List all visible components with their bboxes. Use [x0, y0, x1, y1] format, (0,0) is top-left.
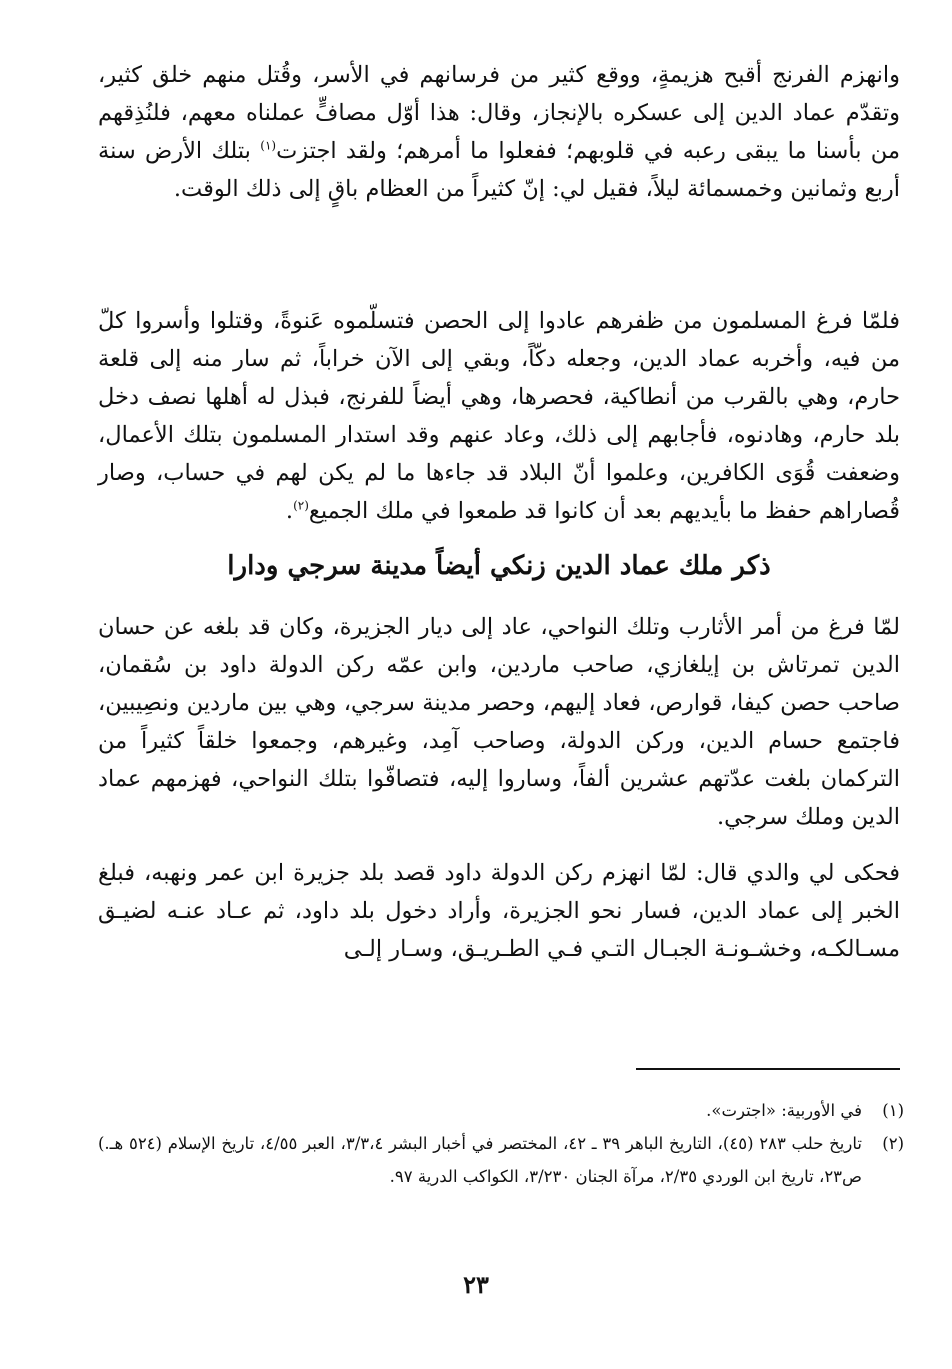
paragraph-1-text: وانهزم الفرنج أقبح هزيمةٍ، ووقع كثير من فرسانهم في الأسر، وقُتل منهم خلق كثير، وتقدّم عماد الدين إلى عسكره بالإنجاز، وقال: هذا أوّل مصافٍّ عملناه معهم، فلنُذِقهم من بأسنا ما يبقى رعبه في قلوبهم؛ ففعلوا ما أمرهم؛ ولقد اجتزت [98, 62, 900, 164]
paragraph-2 [98, 302, 900, 530]
paragraph-1 [98, 56, 900, 284]
footnote-1 [98, 1094, 904, 1127]
section-heading: ذكر ملك عماد الدين زنكي أيضاً مدينة سرجي ودارا [227, 551, 771, 581]
paragraph-3: لمّا فرغ من أمر الأثارب وتلك النواحي، عاد إلى ديار الجزيرة، وكان قد بلغه عن حسان الدين تمرتاش بن إيلغازي، صاحب ماردين، وابن عمّه ركن الدولة داود بن سُقمان، صاحب حصن كيفا، قوارص، فعاد إليهم، وحصر مدينة سرجي، وهي بين ماردين ونصِيبين، فاجتمع حسام الدين، وركن الدولة، وصاحب آمِد، وغيرهم، وجمعوا خلقاً كثيراً من التركمان بلغت عدّتهم عشرين ألفاً، وساروا إليه، فتصافّوا بتلك النواحي، فهزمهم عماد الدين وملك سرجي. [98, 614, 900, 830]
page-number: ٢٣ [463, 1270, 489, 1299]
footnote-1-number: (١) [882, 1101, 904, 1120]
footnote-1-text: في الأوربية: «اجترت». [706, 1101, 862, 1120]
paragraph-4: فحكى لي والدي قال: لمّا انهزم ركن الدولة داود قصد بلد جزيرة ابن عمر ونهبه، فبلغ الخبر إلى عماد الدين، فسار نحو الجزيرة، وأراد دخول بلد داود، ثم عـاد عنـه لضيـق مسـالكـه، وخشـونـة الجبـال التـي فـي الطـريـق، وسـار إلـى [98, 860, 900, 962]
paragraph-2-text-continued: . [285, 498, 294, 524]
footnote-2 [98, 1127, 904, 1193]
paragraph-1-text-continued: بتلك الأرض سنة أربع وثمانين وخمسمائة ليلاً، فقيل لي: إنّ كثيراً من العظام باقٍ إلى ذلك الوقت. [98, 138, 900, 202]
footnote-separator [636, 1068, 900, 1070]
main-text [98, 56, 900, 968]
footnote-ref-2: (٢) [293, 498, 309, 513]
footnotes [98, 1094, 904, 1193]
footnote-2-text: تاريخ حلب ٢٨٣ (٤٥)، التاريخ الباهر ٣٩ ـ ٤٢، المختصر في أخبار البشر ٣/٣،٤، العبر ٤/٥٥، تاريخ الإسلام (٥٢٤ هـ.) ص٢٣، تاريخ ابن الوردي ٢/٣٥، مرآة الجنان ٣/٢٣٠، الكواكب الدرية ٩٧. [98, 1134, 862, 1186]
footnote-ref-1: (١) [260, 138, 277, 153]
paragraph-2-text: فلمّا فرغ المسلمون من ظفرهم عادوا إلى الحصن فتسلّموه عَنوةً، وقتلوا وأسروا كلّ من فيه، وأخربه عماد الدين، وجعله دكّاً، وبقي إلى الآن خراباً، ثم سار منه إلى قلعة حارم، وهي بالقرب من أنطاكية، فحصرها، وهي أيضاً للفرنج، فبذل له أهلها نصف دخل بلد حارم، وهادنوه، فأجابهم إلى ذلك، وعاد عنهم وقد استدار المسلمون بتلك الأعمال، وضعفت قُوَى الكافرين، وعلموا أنّ البلاد قد جاءها ما لم يكن لهم في حساب، وصار قُصاراهم حفظ ما بأيديهم بعد أن كانوا قد طمعوا في ملك الجميع [98, 308, 900, 524]
footnote-2-number: (٢) [882, 1134, 904, 1153]
